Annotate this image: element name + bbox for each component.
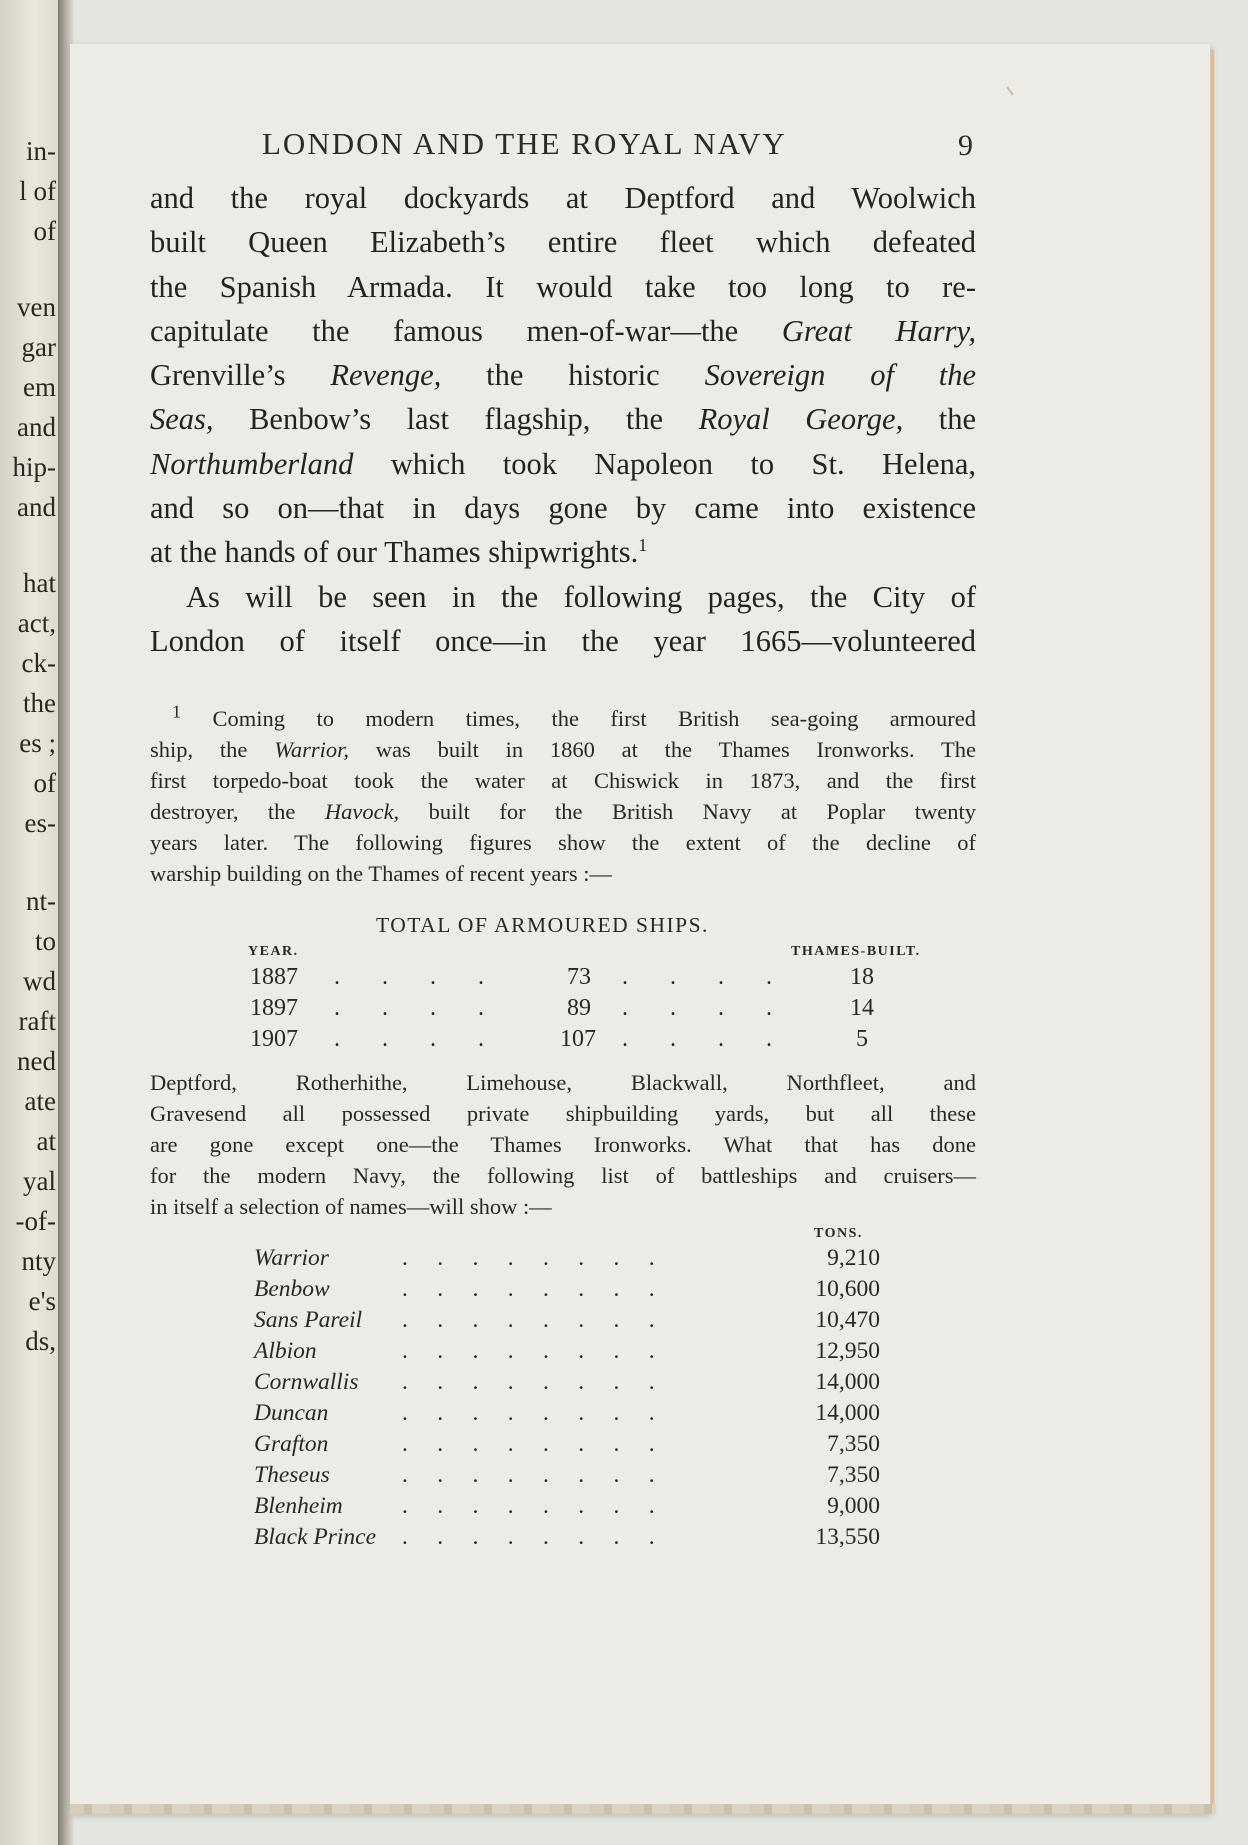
facing-page-fragment: -of- <box>15 1206 56 1236</box>
total-cell: 89 <box>567 995 591 1021</box>
body-line: capitulate the famous men-of-war—the Great Harry, <box>150 313 976 348</box>
footnote-reference: 1 <box>638 535 648 556</box>
ship-row <box>254 1307 880 1337</box>
facing-page-fragment: ds, <box>25 1326 56 1356</box>
leader-dots: . . . . . . . . <box>402 1462 655 1488</box>
facing-page-fragment: gar <box>21 332 56 362</box>
body-text <box>150 176 976 663</box>
body-line: at the hands of our Thames shipwrights.$^1$ <box>150 535 648 570</box>
year-cell: 1907 <box>250 1026 298 1052</box>
ship-name-cell: Cornwallis <box>254 1369 359 1395</box>
ship-name: Havock, <box>324 799 400 824</box>
table-row <box>250 964 940 994</box>
ship-row <box>254 1431 880 1461</box>
page-edge <box>1210 50 1216 1810</box>
facing-page-fragment: and <box>17 492 56 522</box>
body-line: built Queen Elizabeth’s entire fleet which defeated <box>150 225 976 260</box>
ship-row <box>254 1493 880 1523</box>
ship-row <box>254 1524 880 1554</box>
continuation-text <box>150 1067 976 1222</box>
facing-page-fragment: to <box>34 926 56 956</box>
facing-page-fragment: of <box>33 768 56 798</box>
thames-built-column-header: THAMES-BUILT. <box>791 944 921 959</box>
year-cell: 1887 <box>250 964 298 990</box>
ship-name-cell: Black Prince <box>254 1524 377 1550</box>
facing-page-fragment: nty <box>21 1246 56 1276</box>
body-line: London of itself once—in the year 1665—volunteered <box>150 623 976 658</box>
footnote-line: destroyer, the Havock, built for the British Navy at Poplar twenty <box>150 799 976 824</box>
facing-page-fragment: ven <box>17 292 56 322</box>
leader-dots: . . . . <box>334 1026 502 1052</box>
year-column-header: YEAR. <box>248 944 299 959</box>
facing-page-fragment: the <box>23 688 56 718</box>
body-line: Seas, Benbow’s last flagship, the Royal George, the <box>150 402 977 437</box>
facing-page-fragment: ck- <box>21 648 56 678</box>
armoured-table-title: TOTAL OF ARMOURED SHIPS. <box>376 913 709 937</box>
facing-page-fragment: and <box>17 412 56 442</box>
text-line: for the modern Navy, the following list of battleships and cruisers— <box>150 1163 976 1188</box>
tons-cell: 12,950 <box>815 1338 880 1364</box>
footnote-line: warship building on the Thames of recent years :— <box>150 861 612 886</box>
leader-dots: . . . . . . . . <box>402 1493 655 1519</box>
facing-page-fragment: wd <box>23 966 56 996</box>
ship-name: Northumberland <box>150 446 354 481</box>
facing-page-fragment: in- <box>26 136 56 166</box>
table-row <box>250 1026 940 1056</box>
text-line: Gravesend all possessed private shipbuilding yards, but all these <box>150 1101 976 1126</box>
tons-cell: 14,000 <box>815 1369 880 1395</box>
ship-row <box>254 1245 880 1275</box>
facing-page-fragment: raft <box>18 1006 56 1036</box>
body-line: and so on—that in days gone by came into existence <box>150 491 976 526</box>
footnote <box>150 703 976 889</box>
ship-name: Royal George, <box>698 402 904 437</box>
facing-page-fragment: hat <box>23 568 56 598</box>
footnote-line: ship, the Warrior, was built in 1860 at the Thames Ironworks. The <box>150 737 976 762</box>
running-header: LONDON AND THE ROYAL NAVY <box>262 126 787 161</box>
ship-name-cell: Blenheim <box>254 1493 343 1519</box>
thames-cell: 18 <box>850 964 874 990</box>
tons-column-header: TONS. <box>814 1226 863 1241</box>
thames-cell: 14 <box>850 995 874 1021</box>
total-cell: 107 <box>560 1026 596 1052</box>
tons-cell: 9,000 <box>827 1493 880 1519</box>
body-line: Northumberland which took Napoleon to St. Helena, <box>150 446 977 481</box>
ship-row <box>254 1400 880 1430</box>
tons-cell: 10,600 <box>815 1276 880 1302</box>
tons-cell: 9,210 <box>827 1245 880 1271</box>
leader-dots: . . . . . . . . <box>402 1245 655 1271</box>
leader-dots: . . . . . . . . <box>402 1338 655 1364</box>
leader-dots: . . . . <box>334 995 502 1021</box>
facing-page-fragment: ned <box>17 1046 56 1076</box>
leader-dots: . . . . . . . . <box>402 1307 655 1333</box>
body-line: the Spanish Armada. It would take too long to re- <box>150 269 976 304</box>
facing-page-fragment: hip- <box>12 452 56 482</box>
ship-row <box>254 1276 880 1306</box>
ship-name: Sovereign of the <box>704 358 977 393</box>
ship-row <box>254 1462 880 1492</box>
year-cell: 1897 <box>250 995 298 1021</box>
tons-cell: 14,000 <box>815 1400 880 1426</box>
facing-page-fragment: nt- <box>26 886 56 916</box>
ship-row <box>254 1369 880 1399</box>
footnote-line: first torpedo-boat took the water at Chiswick in 1873, and the first <box>150 768 976 793</box>
ship-name-cell: Sans Pareil <box>254 1307 363 1333</box>
facing-page-fragment: l of <box>19 176 56 206</box>
body-line: As will be seen in the following pages, the City of <box>186 579 976 614</box>
ship-name-cell: Benbow <box>254 1276 330 1302</box>
leader-dots: . . . . . . . . <box>402 1276 655 1302</box>
ship-name-cell: Grafton <box>254 1431 329 1457</box>
tons-cell: 7,350 <box>827 1462 880 1488</box>
facing-page-edge <box>0 0 62 1845</box>
tons-cell: 10,470 <box>815 1307 880 1333</box>
leader-dots: . . . . <box>622 964 790 990</box>
facing-page-fragment: yal <box>23 1166 56 1196</box>
facing-page-fragment: at <box>36 1126 56 1156</box>
facing-page-fragment: em <box>23 372 56 402</box>
facing-page-fragment: es- <box>24 808 56 838</box>
ship-name-cell: Albion <box>254 1338 317 1364</box>
leader-dots: . . . . <box>622 995 790 1021</box>
ship-row <box>254 1338 880 1368</box>
ship-name-cell: Duncan <box>254 1400 329 1426</box>
facing-page-fragment: e's <box>28 1286 56 1316</box>
facing-page-fragment: of <box>33 216 56 246</box>
text-line: in itself a selection of names—will show :— <box>150 1194 552 1219</box>
tons-cell: 13,550 <box>815 1524 880 1550</box>
leader-dots: . . . . . . . . <box>402 1431 655 1457</box>
total-cell: 73 <box>567 964 591 990</box>
tons-cell: 7,350 <box>827 1431 880 1457</box>
facing-page-fragment: ate <box>24 1086 56 1116</box>
ship-name: Great Harry, <box>781 313 976 348</box>
ship-name-cell: Warrior <box>254 1245 329 1271</box>
ship-name-cell: Theseus <box>254 1462 330 1488</box>
facing-page-fragment: act, <box>17 608 56 638</box>
footnote-mark: 1 <box>172 701 181 722</box>
ship-name: Warrior, <box>274 737 350 762</box>
footnote-line: years later. The following figures show the extent of the decline of <box>150 830 976 855</box>
leader-dots: . . . . <box>622 1026 790 1052</box>
leader-dots: . . . . <box>334 964 502 990</box>
page-number: 9 <box>958 129 973 162</box>
facing-page-fragment: es ; <box>19 728 56 758</box>
ship-name: Revenge, <box>330 358 442 393</box>
body-line: and the royal dockyards at Deptford and Woolwich <box>150 181 976 215</box>
table-row <box>250 995 940 1025</box>
ship-name: Seas, <box>150 402 214 437</box>
thames-cell: 5 <box>856 1026 868 1052</box>
footnote-line: $^1$ Coming to modern times, the first British sea-going armoured <box>172 701 976 731</box>
text-line: are gone except one—the Thames Ironworks. What that has done <box>150 1132 976 1157</box>
leader-dots: . . . . . . . . <box>402 1524 655 1550</box>
leader-dots: . . . . . . . . <box>402 1369 655 1395</box>
leader-dots: . . . . . . . . <box>402 1400 655 1426</box>
text-line: Deptford, Rotherhithe, Limehouse, Blackwall, Northfleet, and <box>150 1070 976 1095</box>
body-line: Grenville’s Revenge, the historic Sovereign of the <box>150 358 977 393</box>
page-bottom-edge <box>70 1804 1216 1814</box>
